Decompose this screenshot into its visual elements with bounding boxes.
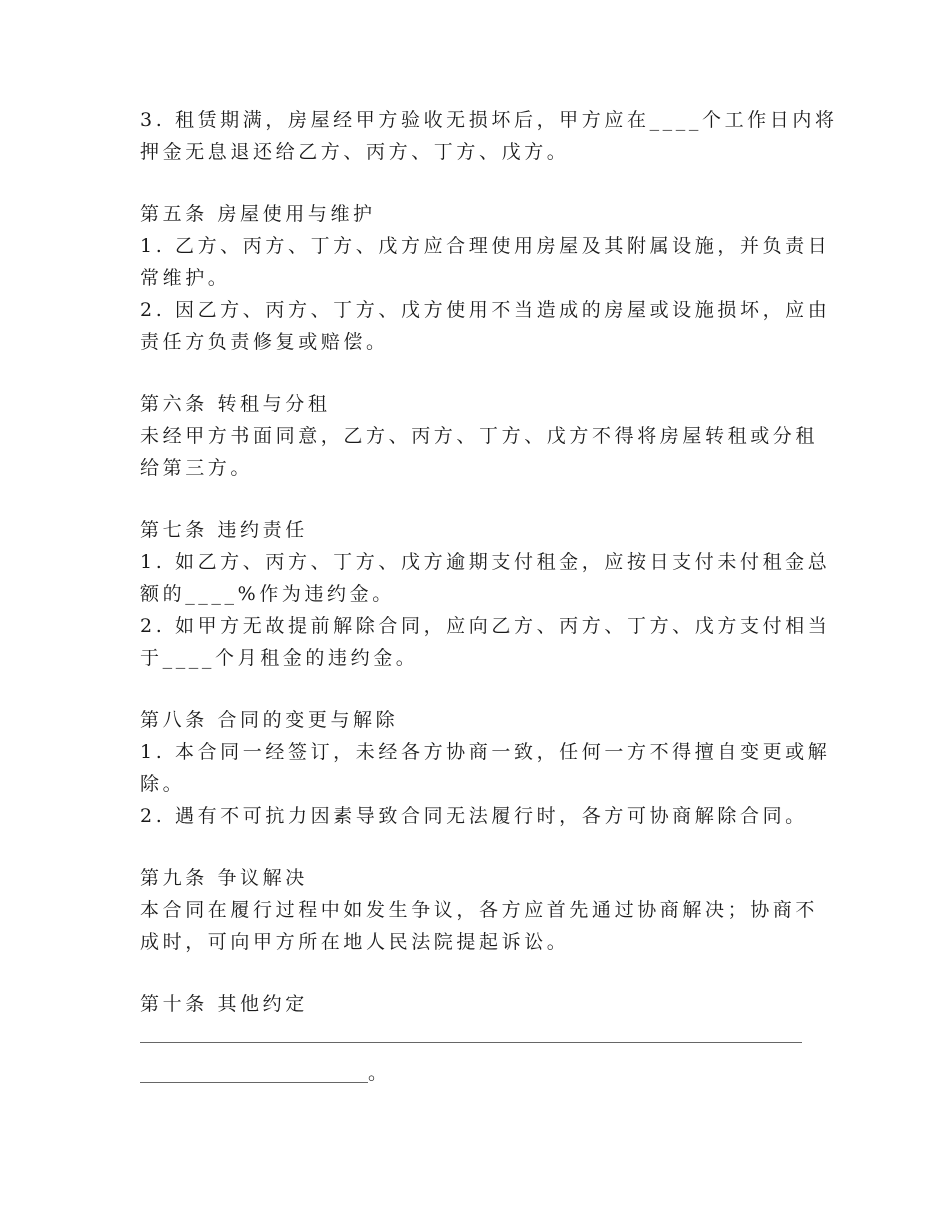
paragraph-gap [140, 674, 805, 704]
contract-body [140, 104, 838, 1020]
text-line: 押金无息退还给乙方、丙方、丁方、戊方。 [140, 141, 570, 163]
paragraph-gap [140, 358, 805, 388]
text-line: 除。 [140, 773, 186, 795]
article-heading: 第八条 合同的变更与解除 [140, 709, 399, 731]
paragraph-gap [140, 832, 805, 862]
text-line: 2. 遇有不可抗力因素导致合同无法履行时，各方可协商解除合同。 [140, 805, 808, 827]
text-line: 1. 乙方、丙方、丁方、戊方应合理使用房屋及其附属设施，并负责日 [140, 235, 831, 257]
paragraph-gap [140, 958, 805, 988]
text-line: 3. 租赁期满，房屋经甲方验收无损坏后，甲方应在____个工作日内将 [140, 109, 838, 131]
text-line: 常维护。 [140, 267, 231, 289]
text-line: 未经甲方书面同意，乙方、丙方、丁方、戊方不得将房屋转租或分租 [140, 425, 819, 447]
article-heading: 第十条 其他约定 [140, 993, 308, 1015]
text-line: 1. 如乙方、丙方、丁方、戊方逾期支付租金，应按日支付未付租金总 [140, 551, 831, 573]
text-line: 额的____%作为违约金。 [140, 583, 395, 605]
blank-fill-line [140, 1030, 802, 1043]
blank-fill-line-short [140, 1060, 368, 1083]
text-line: 本合同在履行过程中如发生争议，各方应首先通过协商解决；协商不 [140, 899, 819, 921]
paragraph-gap [140, 484, 805, 514]
contract-page [140, 104, 838, 1089]
paragraph-gap [140, 168, 805, 198]
text-line: 于____个月租金的违约金。 [140, 647, 419, 669]
text-line: 2. 因乙方、丙方、丁方、戊方使用不当造成的房屋或设施损坏，应由 [140, 299, 831, 321]
blank-fill-line-end [140, 1057, 805, 1089]
article-heading: 第七条 违约责任 [140, 519, 308, 541]
closing-punctuation: 。 [368, 1062, 388, 1084]
text-line: 责任方负责修复或赔偿。 [140, 331, 389, 353]
text-line: 给第三方。 [140, 457, 254, 479]
article-heading: 第九条 争议解决 [140, 867, 308, 889]
article-heading: 第五条 房屋使用与维护 [140, 203, 376, 225]
article-heading: 第六条 转租与分租 [140, 393, 331, 415]
text-line: 成时，可向甲方所在地人民法院提起诉讼。 [140, 931, 570, 953]
text-line: 2. 如甲方无故提前解除合同，应向乙方、丙方、丁方、戊方支付相当 [140, 615, 831, 637]
text-line: 1. 本合同一经签订，未经各方协商一致，任何一方不得擅自变更或解 [140, 741, 831, 763]
